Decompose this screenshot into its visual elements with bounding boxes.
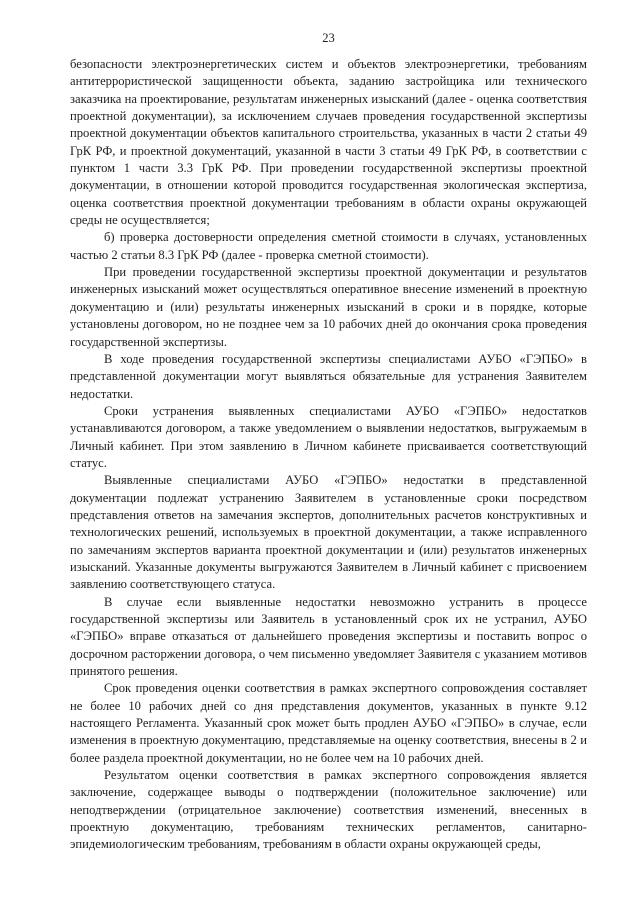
paragraph-refusal-of-expertise: В случае если выявленные недостатки невозможно устранить в процессе государственной экспертизы или Заявитель в установленный срок их не устранил, АУБО «ГЭПБО» вправе отказаться от дальнейшего проведения экспертизы и поставить вопрос о досрочном расторжении договора, о чем письменно уведомляет Заявителя с указанием мотивов принятого решения. (70, 594, 587, 679)
paragraph-deficiency-deadlines: Сроки устранения выявленных специалистами АУБО «ГЭПБО» недостатков устанавливаются договором, а также уведомлением о выявлении недостатков, выгружаемым в Личный кабинет. При этом заявлению в Личном кабинете присваивается соответствующий статус. (70, 403, 587, 470)
paragraph-assessment-result: Результатом оценки соответствия в рамках экспертного сопровождения является заключение, содержащее выводы о подтверждении (положительное заключение) или неподтверждении (отрицательное заключение) соответствия изменений, внесенных в проектную документацию, требованиям технических регламентов, санитарно-эпидемиологическим требованиям, требованиям в области охраны окружающей среды, (70, 768, 587, 852)
paragraph-deficiency-remediation: Выявленные специалистами АУБО «ГЭПБО» недостатки в представленной документации подлежат устранению Заявителем в установленные сроки посредством представления ответов на замечания экспертов, дополнительных расчетов конструктивных и технологических решений, используемых в проектной документации, а также исправленного по замечаниям экспертов варианта проектной документации и (или) результатов инженерных изысканий. Указанные документы выгружаются Заявителем в Личный кабинет с присвоением заявлению соответствующего статуса. (70, 473, 587, 592)
paragraph-deficiencies-identified: В ходе проведения государственной экспертизы специалистами АУБО «ГЭПБО» в представленной документации могут выявляться обязательные для устранения Заявителем недостатки. (70, 351, 587, 401)
paragraph-continuation: безопасности электроэнергетических систем и объектов электроэнергетики, требованиям антитеррористической защищенности объекта, заданию застройщика или технического заказчика на проектирование, результатам инженерных изысканий (далее - оценка соответствия проектной документации), за исключением случаев проведения государственной экспертизы проектной документации объектов капитального строительства, указанных в части 2 статьи 49 ГрК РФ, и проектной документаций, указанной в части 3 статьи 49 ГрК РФ, в соответствии с пунктом 1 части 3.3 ГрК РФ. При проведении государственной экспертизы проектной документации, в отношении которой проводится государственная экологическая экспертиза, оценка соответствия проектной документации требованиям в области охраны окружающей среды не осуществляется; (70, 57, 587, 228)
paragraph-item-b: б) проверка достоверности определения сметной стоимости в случаях, установленных частью 2 статьи 8.3 ГрК РФ (далее - проверка сметной стоимости). (70, 230, 587, 262)
paragraph-operational-changes: При проведении государственной экспертизы проектной документации и результатов инженерных изысканий может осуществляться оперативное внесение изменений в проектную документацию и (или) результаты инженерных изысканий в сроки и в порядке, которые установлены договором, но не позднее чем за 10 рабочих дней до окончания срока проведения государственной экспертизы. (70, 265, 587, 349)
document-body (70, 56, 587, 854)
page-number: 23 (322, 31, 335, 45)
paragraph-assessment-term: Срок проведения оценки соответствия в рамках экспертного сопровождения составляет не более 10 рабочих дней со дня представления документов, указанных в пункте 9.12 настоящего Регламента. Указанный срок может быть продлен АУБО «ГЭПБО» в случае, если изменения в проектную документацию, представляемые на оценку соответствия, внесены в 2 и более раздела проектной документации, но не более чем на 10 рабочих дней. (70, 681, 587, 765)
